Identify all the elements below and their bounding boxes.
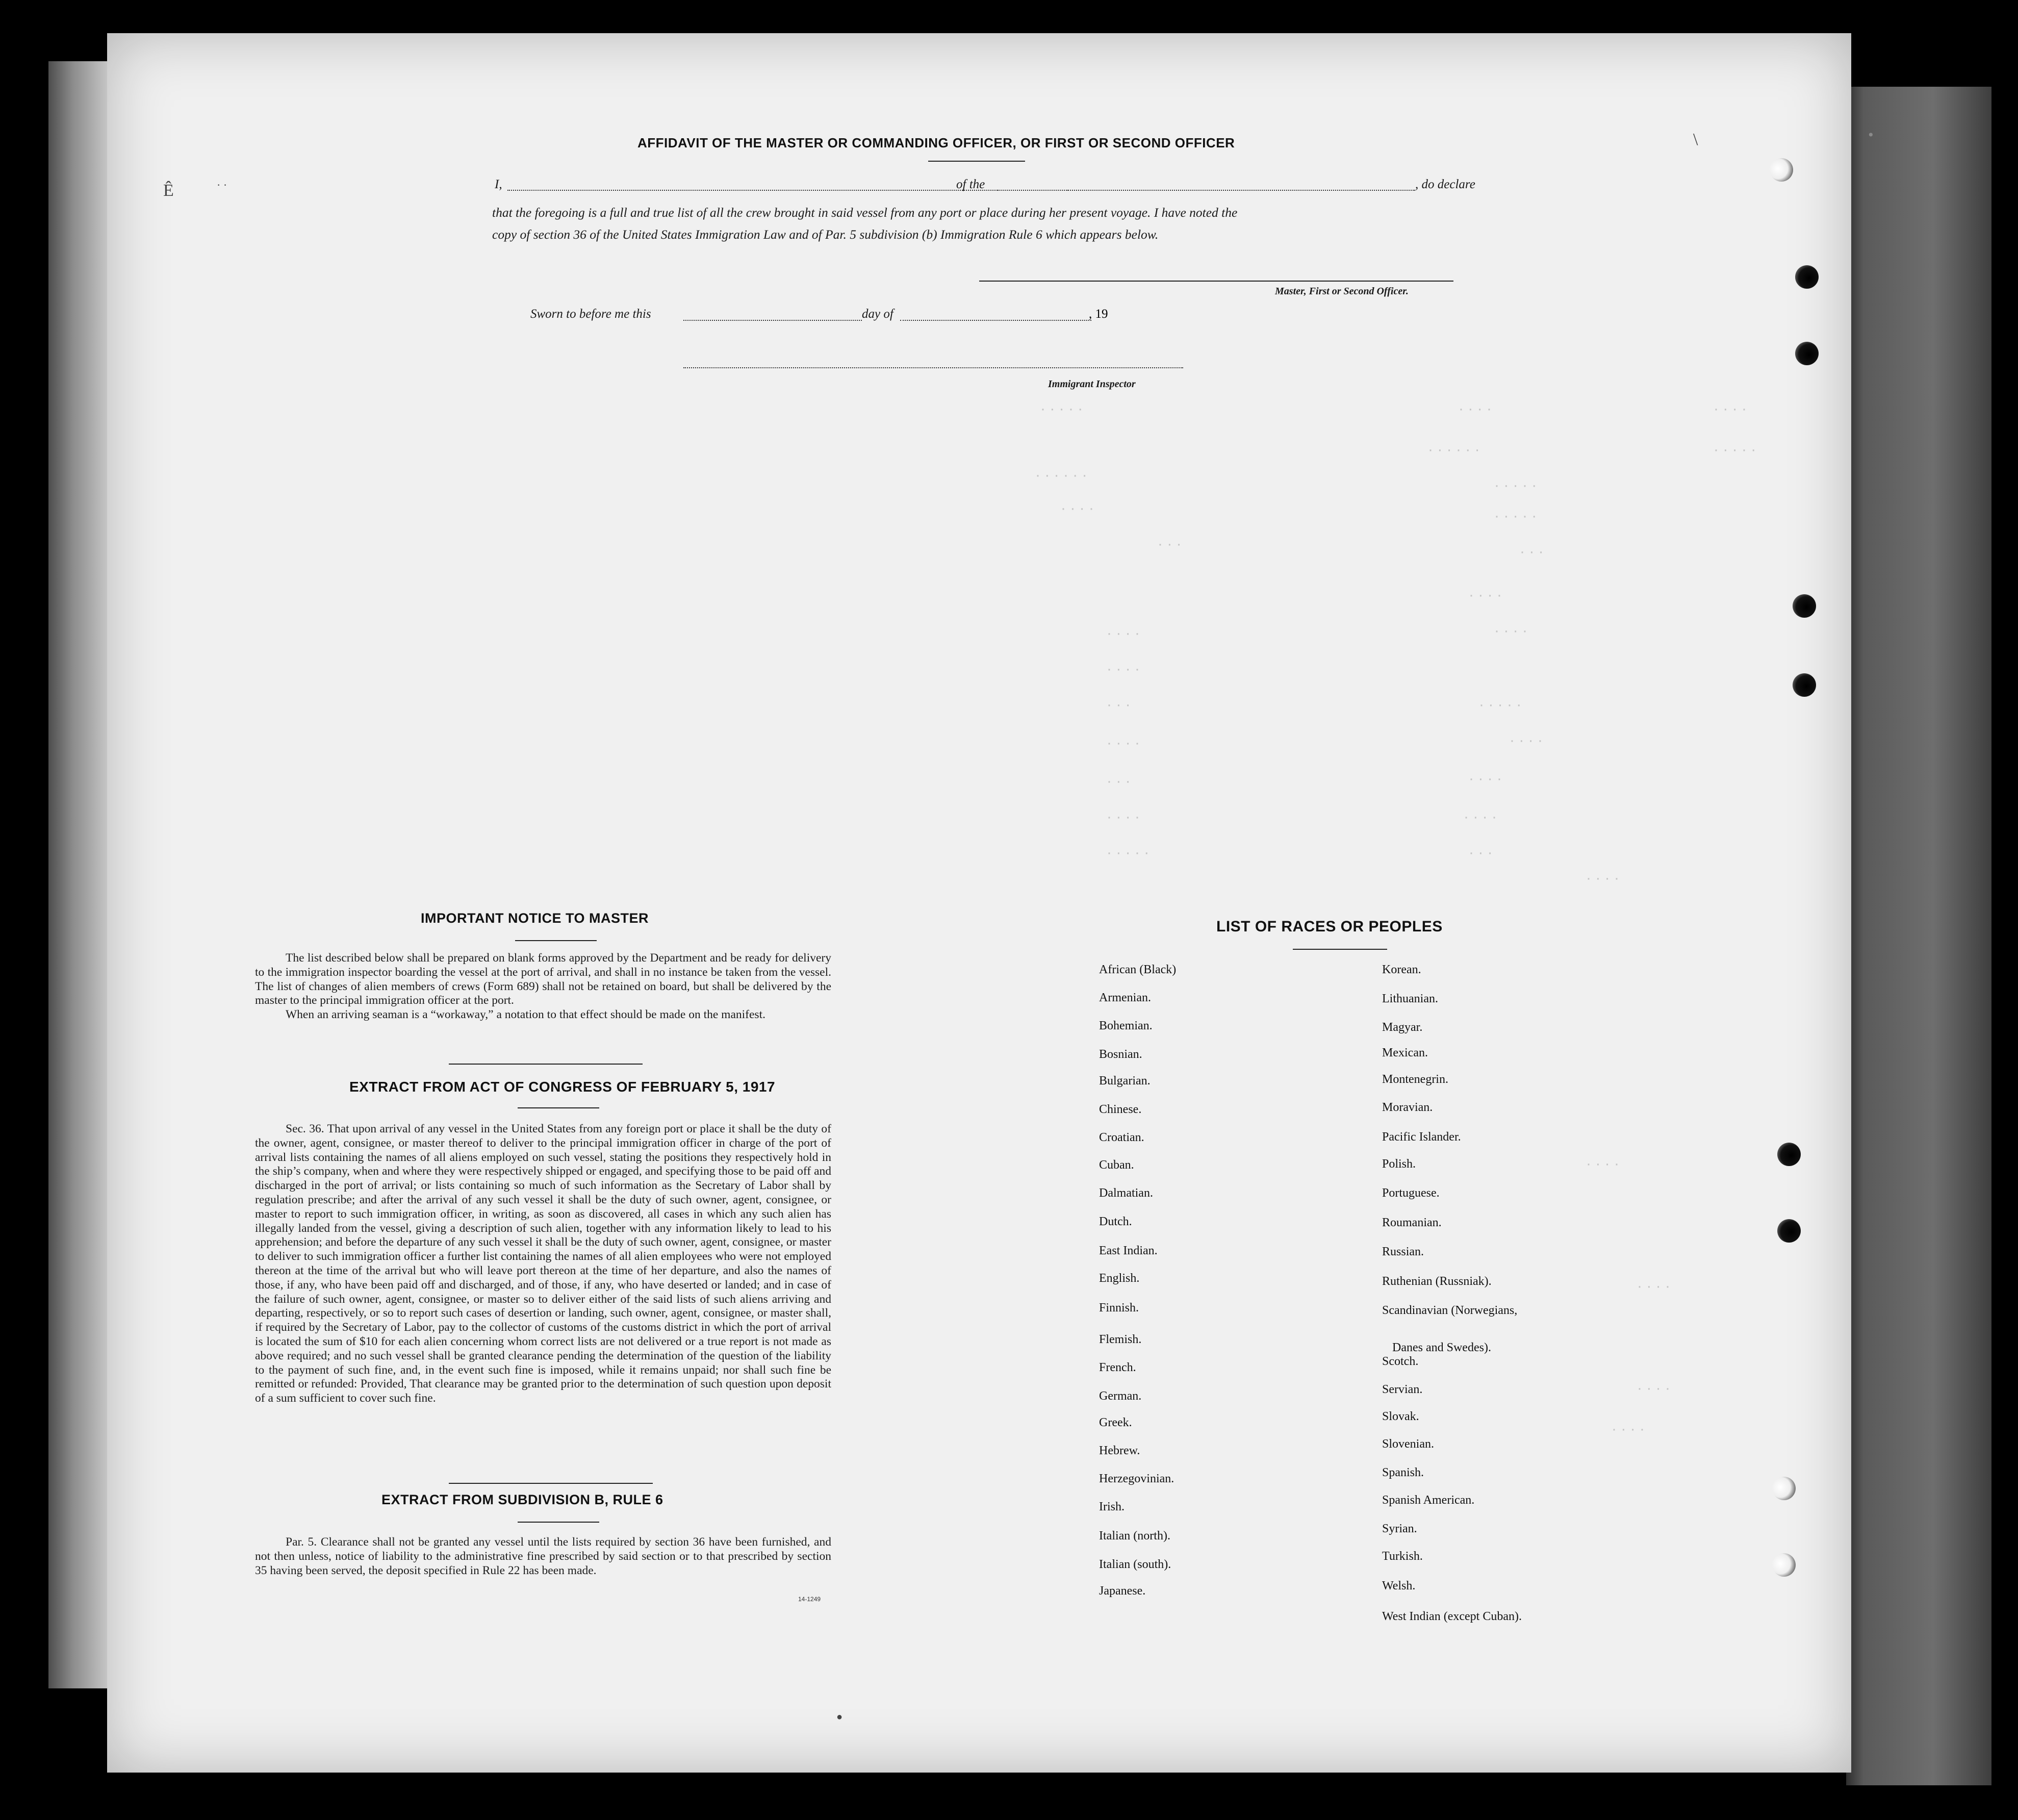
race-item: East Indian. (1099, 1244, 1158, 1257)
race-item: Magyar. (1382, 1021, 1423, 1034)
sworn-label: Sworn to before me this (530, 307, 651, 321)
section-rule (449, 1483, 653, 1484)
day-of-label: day of (862, 307, 893, 321)
race-item: Servian. (1382, 1383, 1423, 1396)
punch-hole (1795, 342, 1819, 365)
rule-text (255, 1535, 831, 1578)
race-item: Croatian. (1099, 1131, 1144, 1144)
affidavit-text-line: copy of section 36 of the United States Immigration Law and of Par. 5 subdivision (b) Immigration Rule 6 which appears below. (492, 227, 1159, 242)
act-heading: EXTRACT FROM ACT OF CONGRESS OF FEBRUARY 5, 1917 (349, 1079, 776, 1095)
affidavit-text-line: that the foregoing is a full and true list of all the crew brought in said vessel from any port or place during her present voyage. I have noted the (492, 205, 1238, 220)
punch-hole (1777, 1219, 1801, 1243)
race-item: Russian. (1382, 1245, 1424, 1258)
race-item: Portuguese. (1382, 1186, 1440, 1200)
affidavit-heading: AFFIDAVIT OF THE MASTER OR COMMANDING OFFICER, OR FIRST OR SECOND OFFICER (637, 135, 1235, 150)
race-item: Moravian. (1382, 1101, 1433, 1114)
punch-hole (1795, 265, 1819, 289)
backing-sheet-right (1846, 87, 1991, 1785)
punch-hole (1772, 1477, 1796, 1500)
signature-caption: Master, First or Second Officer. (1275, 286, 1409, 297)
race-item: Bohemian. (1099, 1019, 1153, 1032)
heading-rule (928, 161, 1025, 162)
act-text (255, 1122, 831, 1406)
section-rule (449, 1064, 643, 1065)
race-item: Korean. (1382, 963, 1421, 976)
race-item: Greek. (1099, 1416, 1132, 1429)
year-prefix: , 19 (1089, 307, 1108, 321)
race-item: Armenian. (1099, 991, 1151, 1004)
punch-hole (1772, 1553, 1796, 1577)
backing-sheet-left (48, 61, 110, 1688)
form-code: 14-1249 (798, 1596, 821, 1603)
notice-text (255, 951, 831, 1022)
section-rule (518, 1522, 599, 1523)
notice-heading: IMPORTANT NOTICE TO MASTER (421, 911, 649, 926)
punch-hole (1770, 158, 1793, 182)
punch-hole (1793, 673, 1816, 697)
section-rule (518, 1107, 599, 1108)
race-item: Dutch. (1099, 1215, 1132, 1228)
notice-paragraph: The list described below shall be prepared on blank forms approved by the Department and be ready for delivery to the immigration inspector boarding the vessel at the port of arrival, and shall in no instance be taken from the vessel. The list of changes of alien members of crews (Form 689) shall not be retained on board, but shall be delivered by the master to the principal immigration officer at the port. (255, 951, 831, 1007)
rule-heading: EXTRACT FROM SUBDIVISION B, RULE 6 (381, 1492, 663, 1507)
race-item: German. (1099, 1389, 1142, 1403)
races-heading: LIST OF RACES OR PEOPLES (1216, 918, 1443, 935)
vessel-label: of the (956, 178, 985, 191)
race-item: Welsh. (1382, 1579, 1416, 1592)
sworn-month-field[interactable] (900, 320, 1091, 321)
notice-rule (515, 940, 597, 941)
vessel-name-field[interactable] (997, 190, 1415, 191)
race-item: Irish. (1099, 1500, 1125, 1513)
race-item: Herzegovinian. (1099, 1472, 1174, 1485)
punch-hole (1793, 594, 1816, 618)
master-signature-line[interactable] (979, 281, 1453, 282)
manifest-page: · · · · · · · · · · · · · · · · · · · · · · · · · · · · · · · · · · · · · · · · · · · · · · · · · · · · · · · · · · · · · · · · · · · · · · · · · · · · · · · · · · · · · · · · · · · · · · · · · · · · · · · · · · · · · · · · · · · · · · · · · · · · · Ê · · \ ● AFFIDAVIT OF THE MASTER OR COMMANDING OFFICER, OR FIRST OR SECOND OFFICER I, of the , do declare that the foregoing is a full and true list of all the crew brought in said vessel from any port or place during her present voyage. I have noted the copy of section 36 of the United States Immigration Law and of Par. 5 subdivision (b) Immigration Rule 6 which appears below. Master, First or Second Officer. Sworn to before me this day of , 19 Immigrant Inspector IMPORTANT NOTICE TO MASTER The list described below shall be prepared on blank forms approved by the Department and be ready for delivery to the immigration inspector boarding the vessel at the port of arrival, and shall in no instance be taken from the vessel. The list of changes of alien members of crews (Form 689) shall not be retained on board, but shall be delivered by the master to the principal immigration officer at the port. When an arriving seaman is a “workaway,” a notation to that effect should be made on the manifest. EXTRACT FROM ACT OF CONGRESS OF FEBRUARY 5, 1917 Sec. 36. That upon arrival of any vessel in the United States from any foreign port or place it shall be the duty of the owner, agent, consignee, or master thereof to deliver to the principal immigration officer in charge of the port of arrival lists containing the names of all aliens employed on such vessel, stating the positions they respectively hold in the ship’s company, when and where they were respectively shipped or engaged, and specifying those to be paid off and discharged in the port of arrival; or lists containing so much of such information as the Secretary of Labor shall by regulation prescribe; and after the arrival of any such vessel it shall be the duty of such owner, agent, consignee, or master to report to such immigration officer, in writing, as soon as discovered, all cases in which any such alien has illegally landed from the vessel, giving a description of such alien, together with any information likely to lead to his apprehension; and before the departure of any such vessel it shall be the duty of such owner, agent, consignee, or master to deliver to such immigration officer a further list containing the names of all alien employees who were not employed thereon at the time of the arrival but who will leave port thereon at the time of her departure, and also the names of those, if any, who have been paid off and discharged, and of those, if any, who have deserted or landed; and in case of the failure of such owner, agent, consignee, or master so to deliver either of the said lists of such aliens arriving and departing, respectively, or so to report such cases of desertion or landing, such owner, agent, consignee, or master shall, if required by the Secretary of Labor, pay to the collector of customs of the customs district in which the port of arrival is located the sum of $10 for each alien concerning whom correct lists are not delivered or a true report is not made as above required; and no such vessel shall be granted clearance pending the determination of the question of the liability to the payment of such fine, and, in the event such fine is imposed, while it remains unpaid; nor shall such fine be remitted or refunded: Provided, That clearance may be granted prior to the determination of such question upon deposit of a sum sufficient to cover such fine. EXTRACT FROM SUBDIVISION B, RULE 6 Par. 5. Clearance shall not be granted any vessel until the lists required by section 36 have been furnished, and not then unless, notice of liability to the administrative fine prescribed by said section or to that prescribed by section 35 having been served, the deposit specified in Rule 22 has been made. 14-1249 LIST OF RACES OR PEOPLES African (Black) Armenian. Bohemian. Bosnian. Bulgarian. Chinese. Croatian. Cuban. Dalmatian. Dutch. East Indian. English. Finnish. Flemish. French. German. Greek. Hebrew. Herzegovinian. Irish. Italian (north). Italian (south). Japanese. Korean. Lithuanian. Magyar. Mexican. Montenegrin. Moravian. Pacific Islander. Polish. Portuguese. Roumanian. Russian. Ruthenian (Russniak). Scandinavian (Norwegians, Scotch. Servian. Slovak. Slovenian. Spanish. Spanish American. Syrian. Turkish. Welsh. West Indian (except Cuban). Danes and Swedes). (107, 33, 1851, 1773)
race-item: Syrian. (1382, 1522, 1417, 1535)
race-item: Ruthenian (Russniak). (1382, 1275, 1492, 1288)
race-item: Italian (south). (1099, 1558, 1171, 1571)
race-item: Chinese. (1099, 1103, 1142, 1116)
race-item: French. (1099, 1361, 1136, 1374)
race-item: Spanish. (1382, 1466, 1424, 1479)
race-item: Flemish. (1099, 1333, 1142, 1346)
race-item: West Indian (except Cuban). (1382, 1610, 1522, 1623)
race-item: Lithuanian. (1382, 992, 1438, 1005)
sworn-day-field[interactable] (683, 320, 862, 321)
rule-paragraph: Par. 5. Clearance shall not be granted any vessel until the lists required by section 36 have been furnished, and not then unless, notice of liability to the administrative fine prescribed by said section or to that prescribed by section 35 having been served, the deposit specified in Rule 22 has been made. (255, 1535, 831, 1577)
race-item: Pacific Islander. (1382, 1130, 1461, 1144)
race-item: Roumanian. (1382, 1216, 1442, 1229)
punch-hole (1777, 1143, 1801, 1166)
race-item: Slovenian. (1382, 1437, 1434, 1451)
race-item: Dalmatian. (1099, 1186, 1153, 1200)
inspector-caption: Immigrant Inspector (1048, 378, 1136, 390)
race-item: Japanese. (1099, 1584, 1146, 1598)
race-item: Spanish American. (1382, 1494, 1475, 1507)
stray-mark: \ (1693, 130, 1698, 149)
race-item: English. (1099, 1272, 1140, 1285)
race-item: Hebrew. (1099, 1444, 1140, 1457)
stray-mark: · · (217, 179, 227, 191)
notice-paragraph: When an arriving seaman is a “workaway,” a notation to that effect should be made on the manifest. (286, 1008, 765, 1022)
race-item: Slovak. (1382, 1410, 1419, 1423)
inspector-signature-line[interactable] (683, 367, 1183, 368)
race-item: Turkish. (1382, 1550, 1423, 1563)
race-item: Polish. (1382, 1157, 1416, 1171)
race-item: African (Black) (1099, 963, 1177, 976)
stray-mark: Ê (163, 181, 174, 200)
race-item: Scotch. (1382, 1355, 1419, 1368)
race-item: Mexican. (1382, 1046, 1428, 1059)
races-rule (1293, 949, 1387, 950)
race-item: Scandinavian (Norwegians, (1382, 1304, 1518, 1317)
declare-label: , do declare (1415, 178, 1475, 191)
race-item-continuation: Danes and Swedes). (1392, 1341, 1491, 1354)
act-paragraph: Sec. 36. That upon arrival of any vessel in the United States from any foreign port or place it shall be the duty of the owner, agent, consignee, or master thereof to deliver to the principal immigration officer in charge of the port of arrival lists containing the names of all aliens employed on such vessel, stating the positions they respectively hold in the ship’s company, when and where they were respectively shipped or engaged, and specifying those to be paid off and discharged in the port of arrival; or lists containing so much of such information as the Secretary of Labor shall by regulation prescribe; and after the arrival of any such vessel it shall be the duty of such owner, agent, consignee, or master to report to such immigration officer, in writing, as soon as discovered, all cases in which any such alien has illegally landed from the vessel, giving a description of such alien, together with any information likely to lead to his apprehension; and before the departure of any such vessel it shall be the duty of such owner, agent, consignee, or master to deliver to such immigration officer a further list containing the names of all alien employees who were not employed thereon at the time of the arrival but who will leave port thereon at the time of her departure, and also the names of those, if any, who have been paid off and discharged, and of those, if any, who have deserted or landed; and in case of the failure of such owner, agent, consignee, or master so to deliver either of the said lists of such aliens arriving and departing, respectively, or so to report such cases of desertion or landing, such owner, agent, consignee, or master shall, if required by the Secretary of Labor, pay to the collector of customs of the customs district in which the port of arrival is located the sum of $10 for each alien concerning whom correct lists are not delivered or a true report is not made as above required; and no such vessel shall be granted clearance pending the determination of the question of the liability to the payment of such fine, and, in the event such fine is imposed, while it remains unpaid; nor shall such fine be remitted or refunded: Provided, That clearance may be granted prior to the determination of such question upon deposit of a sum sufficient to cover such fine. (255, 1122, 831, 1405)
bleed-mark: · (1867, 118, 1874, 151)
stray-mark: ● (836, 1711, 843, 1723)
race-item: Bosnian. (1099, 1048, 1142, 1061)
affiant-label: I, (495, 178, 502, 191)
race-item: Italian (north). (1099, 1529, 1170, 1543)
race-item: Finnish. (1099, 1301, 1139, 1315)
race-item: Cuban. (1099, 1158, 1134, 1172)
race-item: Montenegrin. (1382, 1073, 1448, 1086)
race-item: Bulgarian. (1099, 1074, 1151, 1088)
